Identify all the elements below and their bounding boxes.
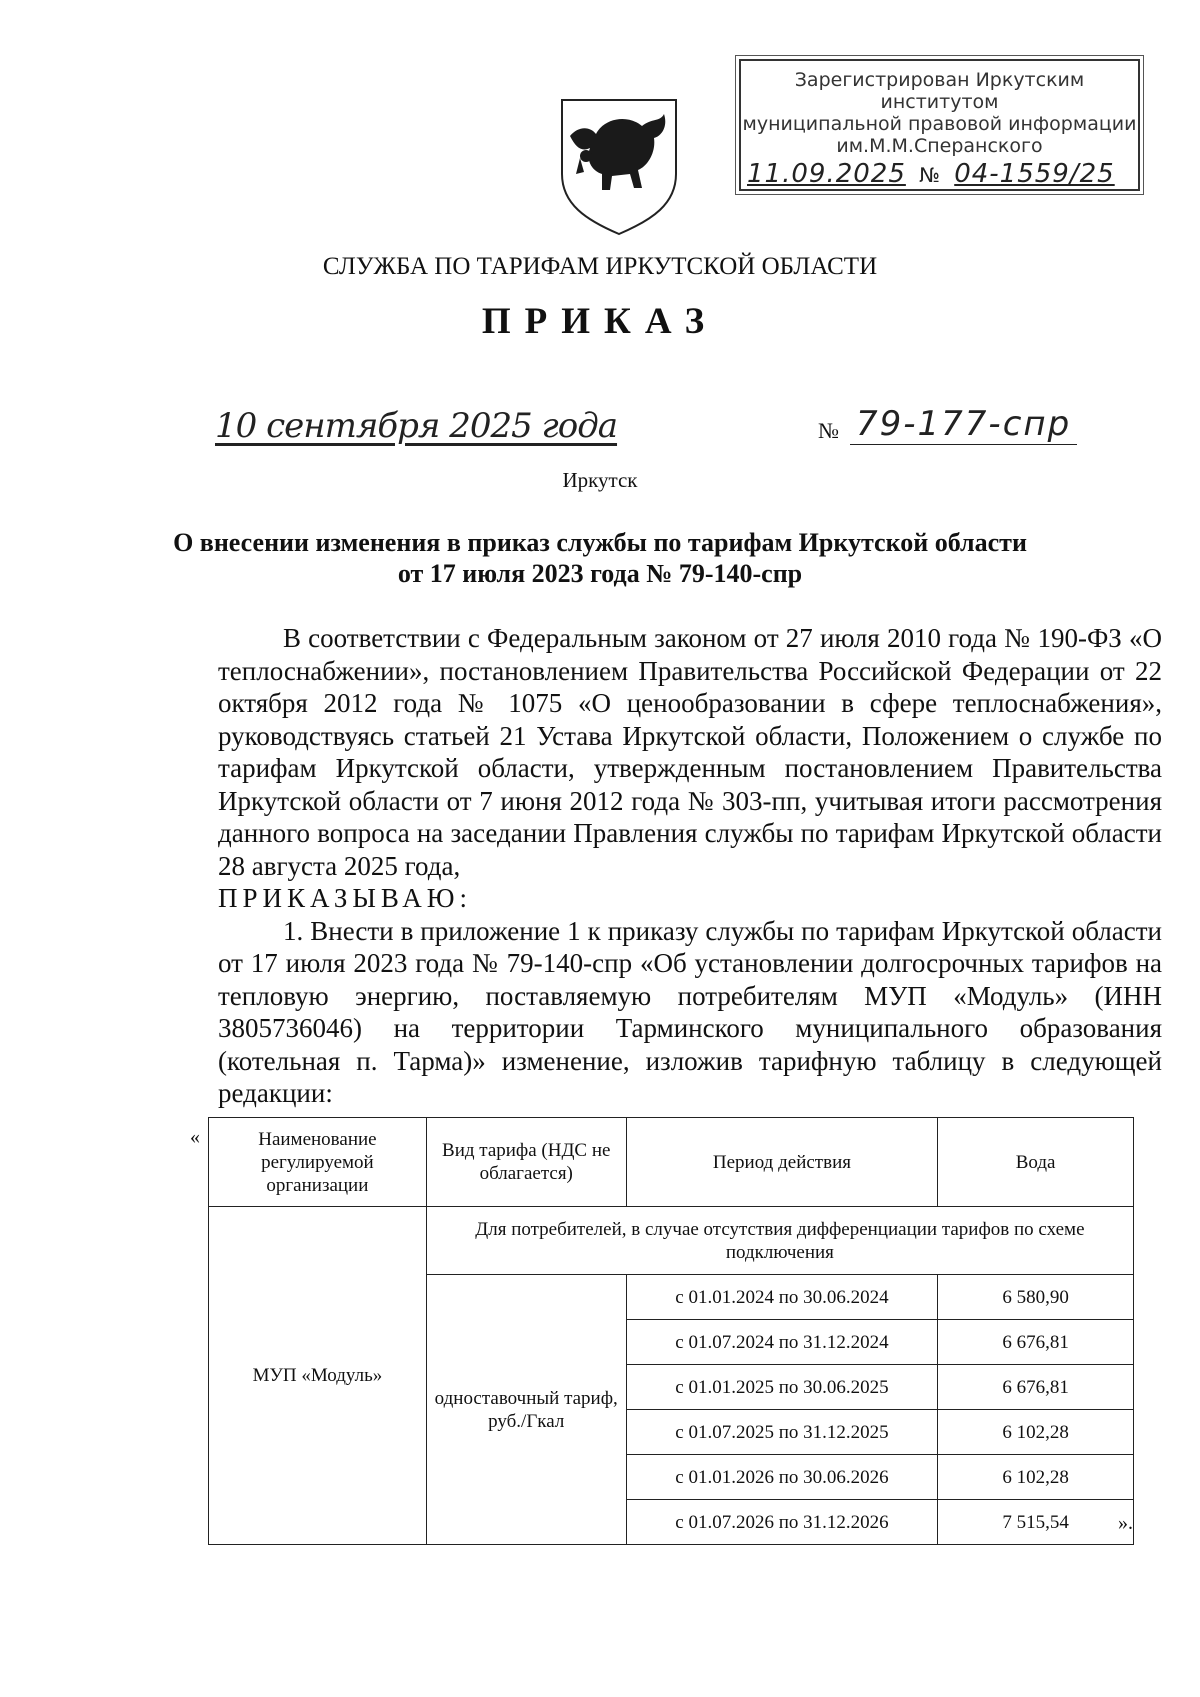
table-header-row <box>209 1118 1134 1207</box>
stamp-line-1: Зарегистрирован Иркутским институтом <box>794 69 1085 113</box>
document-number: 79-177-спр <box>850 404 1077 445</box>
irkutsk-coat-of-arms-icon <box>556 96 682 238</box>
period-cell: с 01.07.2026 по 31.12.2026 <box>626 1500 938 1545</box>
header-period: Период действия <box>626 1118 938 1207</box>
value-cell: 6 102,28 <box>938 1410 1134 1455</box>
subject-line-2: от 17 июля 2023 года № 79-140-спр <box>397 559 803 588</box>
document-subject <box>0 527 1200 589</box>
table-row <box>209 1207 1134 1275</box>
period-cell: с 01.01.2025 по 30.06.2025 <box>626 1365 938 1410</box>
value-cell: 7 515,54 <box>938 1500 1134 1545</box>
header-tariff-type: Вид тарифа (НДС не облагается) <box>426 1118 626 1207</box>
document-date: 10 сентября 2025 года <box>215 406 618 446</box>
table-open-quote: « <box>190 1126 200 1148</box>
tariff-type-cell: одноставочный тариф, руб./Гкал <box>426 1275 626 1545</box>
stamp-line-3: им.М.М.Сперанского <box>836 135 1043 157</box>
value-cell: 6 676,81 <box>938 1320 1134 1365</box>
document-title: ПРИКАЗ <box>481 301 719 342</box>
stamp-date: 11.09.2025 <box>747 159 906 189</box>
period-cell: с 01.01.2024 по 30.06.2024 <box>626 1275 938 1320</box>
stamp-registration <box>741 159 1138 189</box>
preamble-paragraph: В соответствии с Федеральным законом от 27 июля 2010 года № 190-ФЗ «О теплоснабжении», постановлением Правительства Российской Федерации от 22 октября 2012 года № 1075 «О ценообразовании в сфере теплоснабжения», руководствуясь статьей 21 Устава Иркутской области, Положением о службе по тарифам Иркутской области, утвержденным постановлением Правительства Иркутской области от 7 июня 2012 года № 303-пп, учитывая итоги рассмотрения данного вопроса на заседании Правления службы по тарифам Иркутской области 28 августа 2025 года, <box>218 623 1162 881</box>
document-number-label: № <box>818 418 839 443</box>
document-city: Иркутск <box>562 468 638 492</box>
header-water: Вода <box>938 1118 1134 1207</box>
document-body <box>218 622 1162 1110</box>
header-organization: Наименование регулируемой организации <box>209 1118 427 1207</box>
order-word: ПРИКАЗЫВАЮ: <box>218 883 472 913</box>
organization-cell: МУП «Модуль» <box>209 1207 427 1545</box>
period-cell: с 01.01.2026 по 30.06.2026 <box>626 1455 938 1500</box>
consumer-category-cell: Для потребителей, в случае отсутствия дифференциации тарифов по схеме подключения <box>426 1207 1133 1275</box>
period-cell: с 01.07.2024 по 31.12.2024 <box>626 1320 938 1365</box>
subject-line-1: О внесении изменения в приказ службы по тарифам Иркутской области <box>173 528 1027 557</box>
table-close-quote: ». <box>1118 1512 1133 1534</box>
stamp-number-label: № <box>919 163 941 187</box>
tariff-table <box>208 1117 1134 1545</box>
value-cell: 6 676,81 <box>938 1365 1134 1410</box>
clause-1-paragraph: 1. Внести в приложение 1 к приказу службы по тарифам Иркутской области от 17 июля 2023 года № 79-140-спр «Об установлении долгосрочных тарифов на тепловую энергию, поставляемую потребителям МУП «Модуль» (ИНН 3805736046) на территории Тарминского муниципального образования (котельная п. Тарма)» изменение, изложив тарифную таблицу в следующей редакции: <box>218 915 1162 1108</box>
stamp-number: 04-1559/25 <box>954 159 1115 189</box>
value-cell: 6 102,28 <box>938 1455 1134 1500</box>
period-cell: с 01.07.2025 по 31.12.2025 <box>626 1410 938 1455</box>
stamp-line-2: муниципальной правовой информации <box>742 113 1137 135</box>
registration-stamp <box>739 59 1140 191</box>
organization-name: СЛУЖБА ПО ТАРИФАМ ИРКУТСКОЙ ОБЛАСТИ <box>322 253 878 280</box>
value-cell: 6 580,90 <box>938 1275 1134 1320</box>
